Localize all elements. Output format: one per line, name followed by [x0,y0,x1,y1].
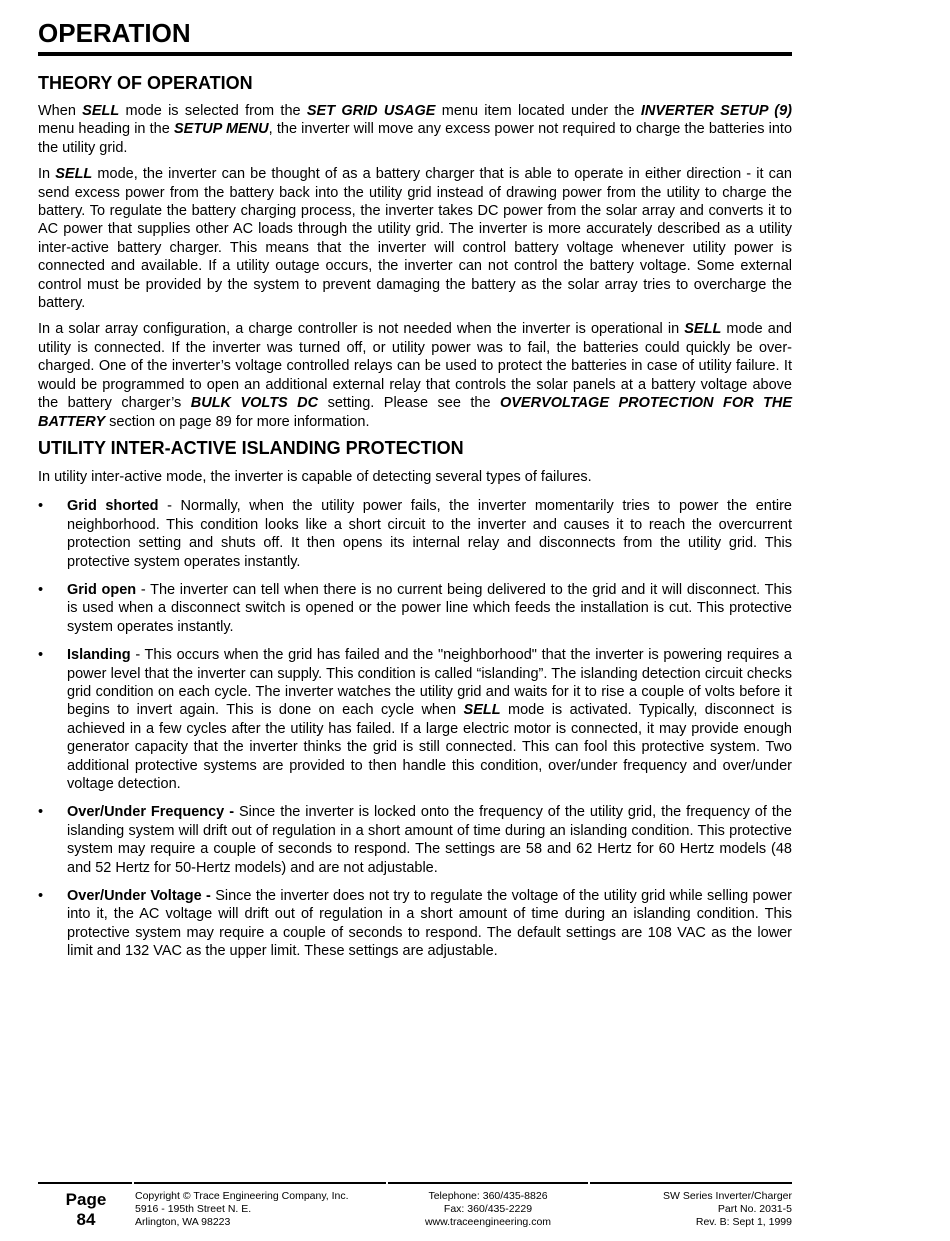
footer-company-info [135,1190,349,1229]
product-name: SW Series Inverter/Charger [663,1190,792,1202]
footer-product-info [663,1190,792,1229]
text-run: mode, the inverter can be thought of as a battery charger that is able to operate in either direction - it can send excess power from the battery back into the utility grid instead of drawing power from the utility to charge the battery. To regulate the battery charging process, the inverter takes DC power from the solar array and converts it to AC power that supplies other AC loads through the utility grid. The inverter is more accurately described as a utility inter-active battery charger. This means that the inverter will control battery voltage whenever utility power is connected and available. If a utility outage occurs, the inverter can not control the battery voltage. Some external control must be provided by the system to prevent damaging the battery as the solar array tries to overcharge the battery. [38,166,793,312]
bullet-icon: • [38,581,44,598]
telephone-text: Telephone: 360/435-8826 [428,1190,548,1202]
text-run: menu heading in the [38,121,174,138]
document-page [38,0,792,961]
part-number: Part No. 2031-5 [717,1203,792,1215]
bulk-volts-keyword: BULK VOLTS DC [190,395,319,412]
text-run: In [38,166,56,183]
set-grid-usage-keyword: SET GRID USAGE [306,103,436,119]
website-text: www.traceengineering.com [424,1216,552,1228]
list-item-term: Islanding [67,647,131,664]
theory-paragraph-2 [38,165,792,312]
footer-divider [134,1182,386,1184]
failure-types-list [38,497,792,960]
list-item-grid-open [38,581,792,636]
text-run: setting. Please see the [318,395,500,412]
revision-text: Rev. B: Sept 1, 1999 [695,1216,792,1228]
sell-keyword: SELL [82,103,120,119]
setup-menu-keyword: SETUP MENU [173,121,269,138]
footer-divider [388,1182,588,1184]
sell-keyword: SELL [55,166,93,183]
bullet-icon: • [38,888,44,905]
list-item-term: Over/Under Frequency - [67,804,235,821]
page-word: Page [65,1190,107,1209]
bullet-icon: • [38,498,44,515]
list-item-text: - This occurs when the grid has failed and the "neighborhood" that the inverter is powering requires a power level that the inverter can supply. This condition is called “islanding”. The islanding detection circuit checks grid condition on each cycle. The inverter watches the utility grid and waits for it to rise a couple of volts before it begins to invert again. This is done on each cycle when [67,647,792,719]
footer-divider [590,1182,792,1184]
inverter-setup-keyword: INVERTER SETUP (9) [640,103,792,119]
islanding-heading: UTILITY INTER-ACTIVE ISLANDING PROTECTION [38,437,464,458]
list-item-term: Grid shorted [67,498,159,515]
footer-divider [38,1182,132,1184]
section-title: OPERATION [38,18,191,48]
text-run: When [38,103,83,119]
address-line-2: Arlington, WA 98223 [135,1216,231,1228]
text-run: mode is selected from the [119,103,307,119]
list-item-text: Since the inverter is locked onto the frequency of the utility grid, the frequency of the islanding system will drift out of regulation in a short amount of time during an islanding condition. This protective system may require a couple of seconds to respond. The settings are 58 and 62 Hertz for 60 Hertz models (48 and 52 Hertz for 50-Hertz models) and are not adjustable. [67,804,792,876]
text-run: menu item located under the [435,103,641,119]
bullet-icon: • [38,804,44,821]
address-line-1: 5916 - 195th Street N. E. [135,1203,252,1215]
bullet-icon: • [38,647,44,664]
list-item-term: Over/Under Voltage - [67,888,211,905]
islanding-intro: In utility inter-active mode, the inverter is capable of detecting several types of failures. [38,468,592,485]
list-item-text: mode is activated. Typically, disconnect is achieved in a few cycles after the utility has failed. If a large electric motor is connected, it may provide enough generator capacity that the inverter thinks the grid is still connected. This can fool this protective system. Two additional protective systems are provided to then handle this condition, over/under frequency and over/under voltage detection. [67,702,792,792]
footer-contact-info [388,1190,588,1229]
theory-heading: THEORY OF OPERATION [38,73,253,93]
sell-keyword: SELL [684,321,722,338]
page-number: 84 [76,1210,96,1229]
fax-text: Fax: 360/435-2229 [443,1203,533,1215]
text-run: section on page 89 for more information. [105,413,370,430]
list-item-text: Since the inverter does not try to regulate the voltage of the utility grid while selling power into it, the AC voltage will drift out of regulation in a short amount of time during an islanding condition. This protective system may require a couple of seconds to respond. The default settings are 108 VAC as the lower limit and 132 VAC as the upper limit. These settings are adjustable. [67,888,793,960]
theory-paragraph-1 [38,102,792,157]
list-item-term: Grid open [67,581,137,598]
text-run: mode and utility is connected. If the inverter was turned off, or utility power was to fail, the batteries could quickly be over-charged. One of the inverter’s voltage controlled relays can be used to protect the batteries in case of utility failure. It would be programmed to open an additional external relay that controls the solar panels at a battery voltage above the battery charger’s [38,321,792,412]
sell-keyword: SELL [463,702,501,719]
header-rule [38,52,792,56]
page-number-label [38,1190,134,1230]
theory-paragraph-3 [38,320,792,430]
copyright-text: Copyright © Trace Engineering Company, Inc. [135,1190,349,1202]
text-run: In a solar array configuration, a charge controller is not needed when the inverter is operational in [38,321,685,338]
list-item-over-under-frequency [38,803,792,877]
list-item-islanding [38,646,792,793]
list-item-grid-shorted [38,497,792,571]
overvoltage-section-reference: OVERVOLTAGE PROTECTION FOR THE BATTERY [38,395,793,430]
list-item-over-under-voltage [38,887,792,961]
page-footer [38,1182,792,1232]
list-item-text: - Normally, when the utility power fails, the inverter momentarily tries to power the entire neighborhood. This condition looks like a short circuit to the inverter and causes it to reach the overcurrent protection setting and shuts off. It then opens its internal relay and disconnects from the utility grid. This protective system operates instantly. [67,498,792,570]
list-item-text: - The inverter can tell when there is no current being delivered to the grid and it will disconnect. This is used when a disconnect switch is opened or the power line which feeds the installation is cut. This protective system operates instantly. [67,581,792,635]
text-run: , the inverter will move any excess power not required to charge the batteries into the utility grid. [38,121,793,156]
